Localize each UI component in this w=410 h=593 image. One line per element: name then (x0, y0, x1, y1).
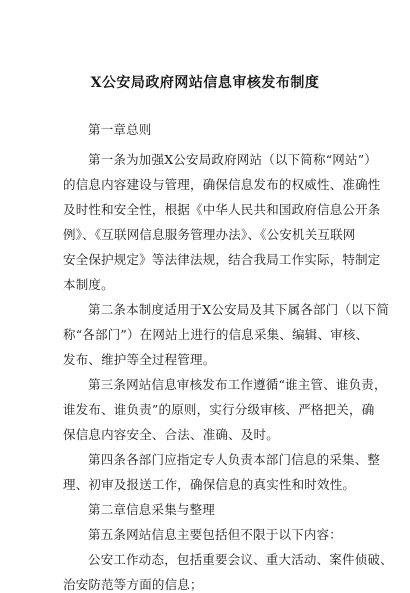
chapter-heading: 第二章信息采集与整理 (88, 502, 216, 517)
article-line: 的信息内容建设与管理，确保信息发布的权威性、准确性 (63, 177, 381, 192)
article-line: 第一条为加强X公安局政府网站（以下简称“网站”） (88, 152, 377, 167)
article-line: 第二条本制度适用于X公安局及其下属各部门（以下简 (88, 302, 390, 317)
article-line: 第三条网站信息审核发布工作遵循“谁主管、谁负责， (88, 377, 387, 392)
article-line: 保信息内容安全、合法、准确、及时。 (63, 427, 279, 442)
article-line: 称“各部门”）在网站上进行的信息采集、编辑、审核、 (63, 327, 369, 342)
article-line: 公安工作动态，包括重要会议、重大活动、案件侦破、 (88, 552, 393, 567)
article-line: 本制度。 (63, 277, 114, 292)
chapter-heading: 第一章总则 (88, 122, 152, 137)
article-line: 第五条网站信息主要包括但不限于以下内容： (88, 527, 343, 542)
document-title: X公安局政府网站信息审核发布制度 (90, 75, 320, 91)
article-line: 理、初审及报送工作，确保信息的真实性和时效性。 (63, 477, 356, 492)
article-line: 发布、维护等全过程管理。 (63, 352, 216, 367)
article-line: 治安防范等方面的信息； (63, 577, 203, 592)
article-line: 安全保护规定》等法律法规，结合我局工作实际，特制定 (63, 252, 381, 267)
article-line: 例》、《互联网信息服务管理办法》、《公安机关互联网 (63, 227, 356, 242)
article-line: 第四条各部门应指定专人负责本部门信息的采集、整 (88, 452, 381, 467)
article-line: 及时性和安全性，根据《中华人民共和国政府信息公开条 (63, 202, 381, 217)
article-line: 谁发布、谁负责”的原则，实行分级审核、严格把关，确 (63, 402, 375, 417)
